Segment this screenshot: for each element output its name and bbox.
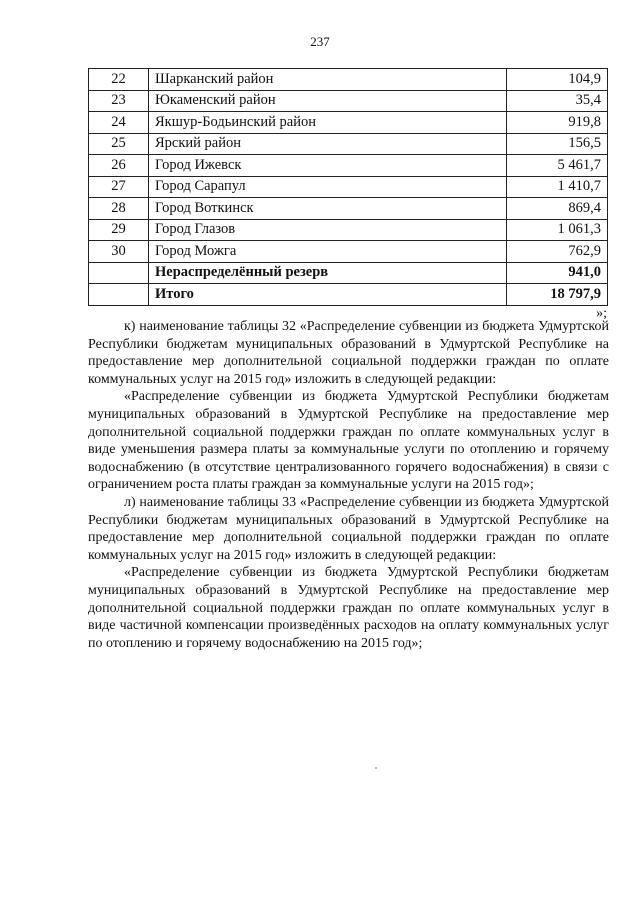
row-number bbox=[89, 262, 149, 284]
scan-speck bbox=[375, 767, 377, 769]
distribution-table bbox=[88, 68, 608, 306]
table-row bbox=[89, 155, 608, 177]
table-row bbox=[89, 219, 608, 241]
total-value: 18 797,9 bbox=[507, 284, 608, 306]
subvention-value: 1 410,7 bbox=[507, 176, 608, 198]
subvention-value: 35,4 bbox=[507, 90, 608, 112]
row-number bbox=[89, 284, 149, 306]
municipality-name: Город Глазов bbox=[149, 219, 507, 241]
municipality-name: Город Сарапул bbox=[149, 176, 507, 198]
subvention-value: 1 061,3 bbox=[507, 219, 608, 241]
reserve-row bbox=[89, 262, 608, 284]
row-number: 24 bbox=[89, 112, 149, 134]
row-number: 30 bbox=[89, 241, 149, 263]
row-number: 22 bbox=[89, 69, 149, 91]
row-number: 23 bbox=[89, 90, 149, 112]
subvention-value: 156,5 bbox=[507, 133, 608, 155]
row-number: 27 bbox=[89, 176, 149, 198]
page-number: 237 bbox=[310, 34, 330, 49]
total-label: Итого bbox=[149, 284, 507, 306]
municipality-name: Город Можга bbox=[149, 241, 507, 263]
municipality-name: Ярский район bbox=[149, 133, 507, 155]
total-row bbox=[89, 284, 608, 306]
paragraph-l: л) наименование таблицы 33 «Распределение субвенции из бюджета Удмуртской Республики бюджетам муниципальных образований в Удмуртской Республике на предоставление мер дополнительной социальной поддержки граждан по оплате коммунальных услуг на 2015 год» изложить в следующей редакции: bbox=[88, 494, 609, 563]
subvention-value: 762,9 bbox=[507, 241, 608, 263]
subvention-value: 919,8 bbox=[507, 112, 608, 134]
row-number: 28 bbox=[89, 198, 149, 220]
paragraph-table33-title: «Распределение субвенции из бюджета Удмуртской Республики бюджетам муниципальных образований в Удмуртской Республике на предоставление мер дополнительной социальной поддержки граждан по оплате коммунальных услуг в виде частичной компенсации произведённых расходов на оплату коммунальных услуг по отоплению и горячему водоснабжению на 2015 год»; bbox=[88, 565, 609, 651]
subvention-value: 5 461,7 bbox=[507, 155, 608, 177]
reserve-label: Нераспределённый резерв bbox=[149, 262, 507, 284]
table-row bbox=[89, 241, 608, 263]
table-row bbox=[89, 90, 608, 112]
municipality-name: Юкаменский район bbox=[149, 90, 507, 112]
municipality-name: Город Воткинск bbox=[149, 198, 507, 220]
subvention-value: 869,4 bbox=[507, 198, 608, 220]
subvention-value: 104,9 bbox=[507, 69, 608, 91]
municipality-name: Шарканский район bbox=[149, 69, 507, 91]
row-number: 25 bbox=[89, 133, 149, 155]
closing-quote-mark: »; bbox=[596, 306, 607, 321]
row-number: 29 bbox=[89, 219, 149, 241]
paragraph-k: к) наименование таблицы 32 «Распределение субвенции из бюджета Удмуртской Республики бюджетам муниципальных образований в Удмуртской Республике на предоставление мер дополнительной социальной поддержки граждан по оплате коммунальных услуг на 2015 год» изложить в следующей редакции: bbox=[88, 319, 609, 387]
table-row bbox=[89, 112, 608, 134]
row-number: 26 bbox=[89, 155, 149, 177]
body-text bbox=[88, 318, 609, 652]
paragraph-table32-title: «Распределение субвенции из бюджета Удмуртской Республики бюджетам муниципальных образований в Удмуртской Республике на предоставление мер дополнительной социальной поддержки граждан по оплате коммунальных услуг в виде уменьшения размера платы за коммунальные услуги по отоплению и горячему водоснабжению (в отсутствие централизованного горячего водоснабжения) в связи с ограничением роста платы граждан за коммунальные услуги на 2015 год»; bbox=[88, 389, 609, 493]
table-row bbox=[89, 198, 608, 220]
table-row bbox=[89, 69, 608, 91]
municipality-name: Якшур-Бодьинский район bbox=[149, 112, 507, 134]
table-row bbox=[89, 133, 608, 155]
municipality-name: Город Ижевск bbox=[149, 155, 507, 177]
table-row bbox=[89, 176, 608, 198]
reserve-value: 941,0 bbox=[507, 262, 608, 284]
